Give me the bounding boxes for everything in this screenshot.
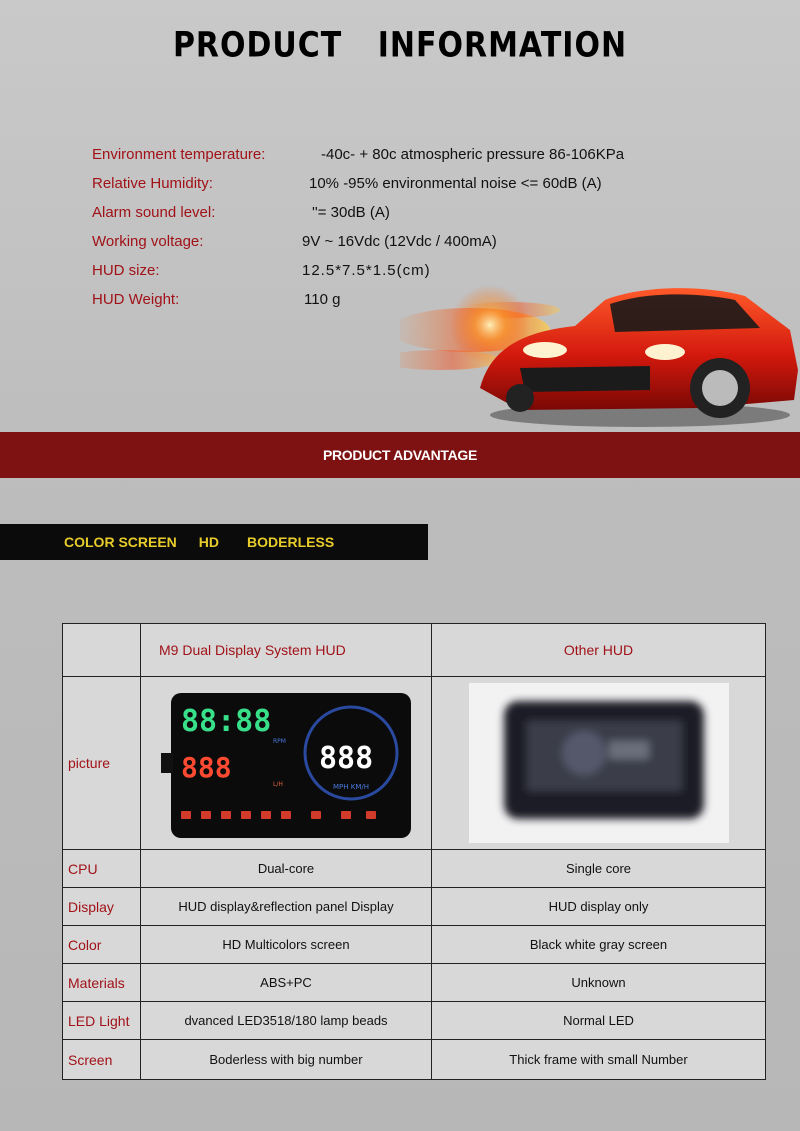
table-row <box>63 964 766 1002</box>
hud-rpm-label: RPM <box>273 738 286 745</box>
other-value: Black white gray screen <box>432 926 766 964</box>
hud-speed-digits: 888 <box>319 741 374 776</box>
hud-units: MPH KM/H <box>333 783 370 791</box>
m9-value: HD Multicolors screen <box>141 926 432 964</box>
row-label-display: Display <box>63 888 141 926</box>
table-header-row <box>63 624 766 677</box>
spec-value: 10% -95% environmental noise <= 60dB (A) <box>309 175 602 192</box>
table-row <box>63 850 766 888</box>
other-hud-picture <box>432 677 766 850</box>
spec-label: Relative Humidity: <box>92 175 213 192</box>
table-row <box>63 1040 766 1080</box>
feature-color-screen: COLOR SCREEN <box>64 534 177 550</box>
header-m9: M9 Dual Display System HUD <box>141 624 432 677</box>
m9-value: dvanced LED3518/180 lamp beads <box>141 1002 432 1040</box>
m9-hud-picture <box>141 677 432 850</box>
page-title: PRODUCT INFORMATION <box>172 25 628 66</box>
row-label-picture: picture <box>63 677 141 850</box>
feature-hd: HD <box>198 534 220 550</box>
other-value: Thick frame with small Number <box>432 1040 766 1080</box>
comparison-table <box>62 623 766 1080</box>
spec-value: 9V ~ 16Vdc (12Vdc / 400mA) <box>302 233 497 250</box>
spec-label: HUD size: <box>92 262 160 279</box>
m9-value: ABS+PC <box>141 964 432 1002</box>
product-advantage-band: PRODUCT ADVANTAGE <box>0 432 800 478</box>
row-label-color: Color <box>63 926 141 964</box>
hud-top-digits: 88:88 <box>181 704 272 739</box>
spec-label: Working voltage: <box>92 233 204 250</box>
header-other: Other HUD <box>432 624 766 677</box>
row-label-materials: Materials <box>63 964 141 1002</box>
spec-value: -40c- + 80c atmospheric pressure 86-106KPa <box>321 146 625 163</box>
row-label-cpu: CPU <box>63 850 141 888</box>
table-row <box>63 888 766 926</box>
m9-value: HUD display&reflection panel Display <box>141 888 432 926</box>
other-value: Normal LED <box>432 1002 766 1040</box>
other-value: Unknown <box>432 964 766 1002</box>
sports-car-image <box>400 270 800 435</box>
other-value: Single core <box>432 850 766 888</box>
m9-value: Dual-core <box>141 850 432 888</box>
spec-value: 12.5*7.5*1.5(cm) <box>302 262 431 279</box>
spec-label: Environment temperature: <box>92 146 266 163</box>
hud-small-label: L/H <box>273 781 283 788</box>
m9-value: Boderless with big number <box>141 1040 432 1080</box>
table-row-picture <box>63 677 766 850</box>
spec-value: ''= 30dB (A) <box>312 204 390 221</box>
spec-label: HUD Weight: <box>92 291 180 308</box>
spec-value: 110 g <box>304 291 341 308</box>
row-label-led-light: LED Light <box>63 1002 141 1040</box>
spec-label: Alarm sound level: <box>92 204 216 221</box>
header-empty-cell <box>63 624 141 677</box>
feature-boderless: BODERLESS <box>247 534 335 550</box>
feature-bar <box>0 524 428 560</box>
hud-left-digits: 888 <box>181 751 232 784</box>
table-row <box>63 926 766 964</box>
table-row <box>63 1002 766 1040</box>
other-value: HUD display only <box>432 888 766 926</box>
row-label-screen: Screen <box>63 1040 141 1080</box>
